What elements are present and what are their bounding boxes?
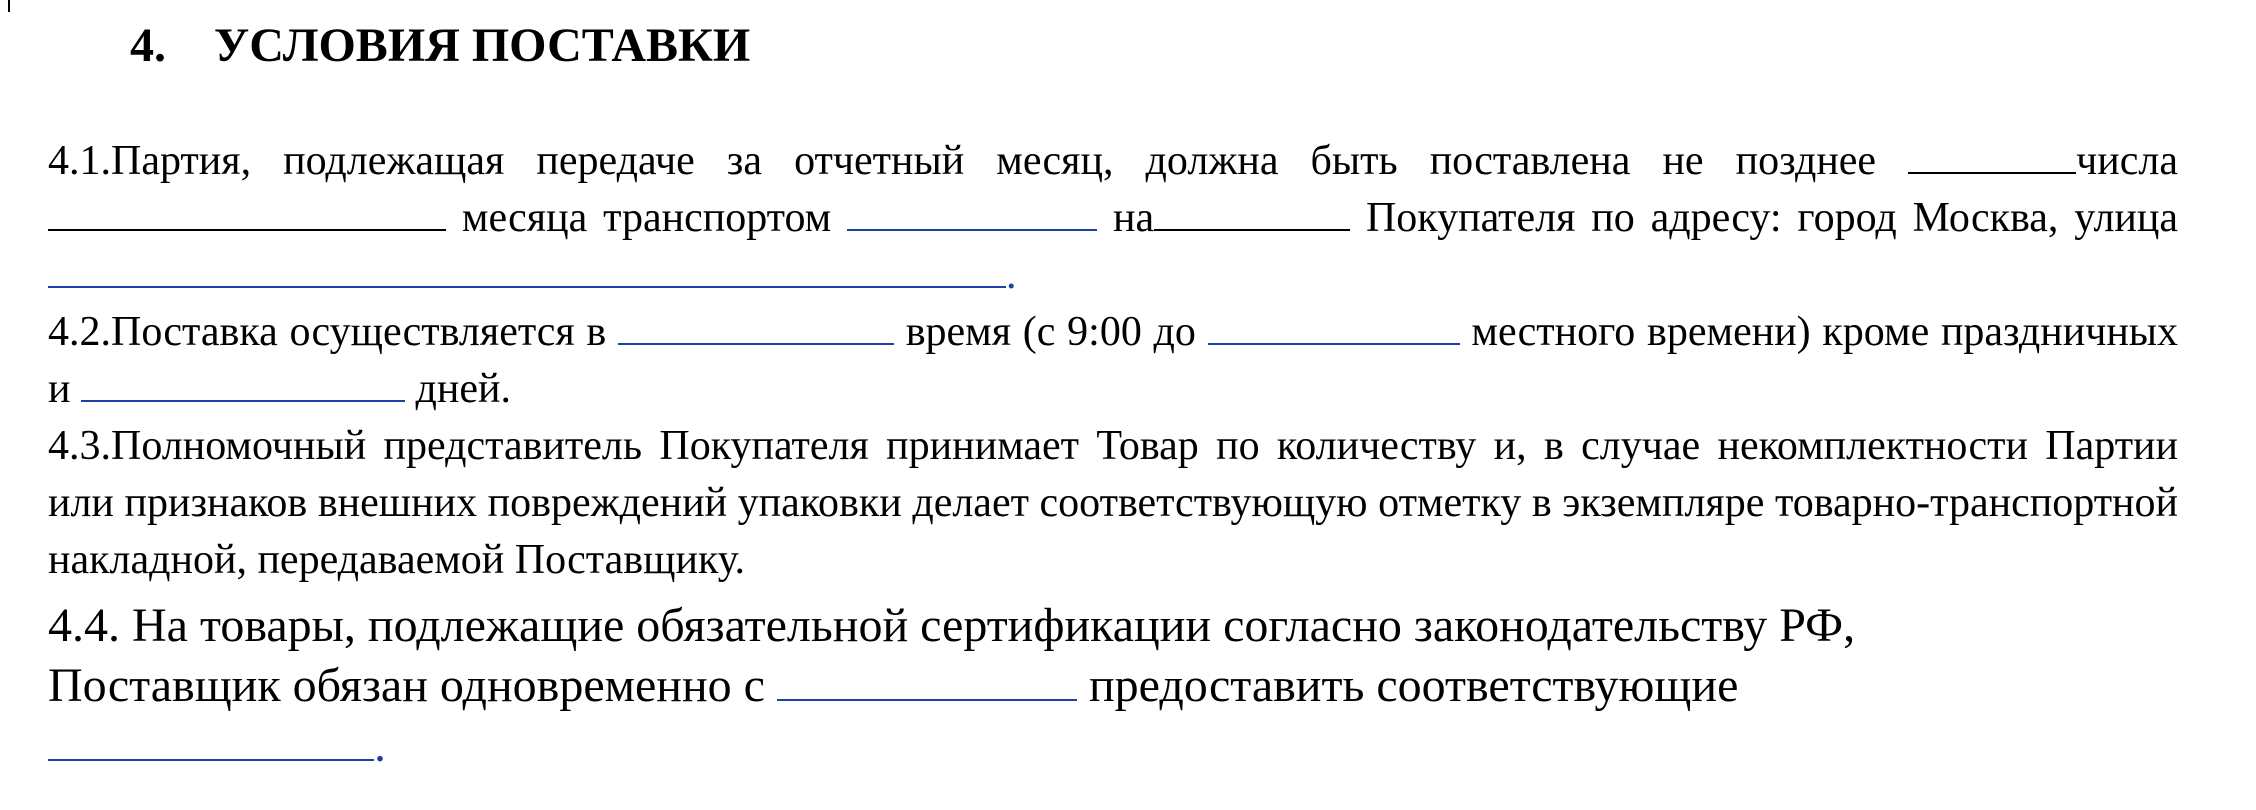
clause-4-3-text: 4.3.Полномочный представитель Покупателя принимает Товар по количеству и, в случае некомплектности Партии или признаков внешних повреждений упаковки делает соответствующую отметку в экземпляре товарно-транспортной накладной, передаваемой Поставщику.: [48, 423, 2178, 583]
blank-simultaneously-field[interactable]: [777, 659, 1077, 701]
clause-4-1-end-dot: .: [1006, 252, 1017, 298]
blank-month-field[interactable]: [48, 195, 446, 231]
clause-4-1-text-e: Покупателя по адресу: город Москва, улица: [1365, 195, 2179, 241]
clause-4-4-end-dot: .: [374, 719, 386, 772]
clause-4-1: [48, 133, 2178, 304]
blank-street-field[interactable]: [48, 252, 1006, 288]
section-body: [48, 133, 2178, 589]
section-title: УСЛОВИЯ ПОСТАВКИ: [214, 19, 751, 72]
clause-4-2-text-d: дней.: [415, 366, 511, 412]
blank-day-field[interactable]: [1908, 138, 2076, 174]
clause-4-3: [48, 418, 2178, 589]
section-heading: [130, 16, 750, 76]
clause-4-4-text-2a: Поставщик обязан одновременно с: [48, 659, 765, 712]
blank-end-time-field[interactable]: [1208, 309, 1460, 345]
blank-delivery-time-field[interactable]: [618, 309, 894, 345]
clause-4-2-text-b: время (с 9:00 до: [905, 309, 1196, 355]
blank-days-field[interactable]: [81, 366, 405, 402]
clause-4-4-line-1: [48, 596, 2178, 656]
clause-4-4-line-3: [48, 716, 2178, 776]
clause-4-1-text-b: числа: [2076, 138, 2178, 184]
blank-documents-field[interactable]: [48, 719, 374, 761]
clause-4-2-text-a: 4.2.Поставка осуществляется в: [48, 309, 607, 355]
blank-destination-field[interactable]: [1154, 195, 1350, 231]
clause-4-2-text-c: местного времени) кроме праздничных и: [48, 309, 2179, 412]
clause-4-2: [48, 304, 2178, 418]
clause-4-1-text-a: 4.1.Партия, подлежащая передаче за отчетный месяц, должна быть поставлена не позднее: [48, 138, 1877, 184]
blank-transport-field[interactable]: [847, 195, 1097, 231]
text-cursor: [8, 0, 10, 12]
clause-4-1-text-c: месяца транспортом: [461, 195, 832, 241]
clause-4-1-text-d: на: [1112, 195, 1155, 241]
section-number: 4.: [130, 19, 166, 72]
clause-4-4-line-2: [48, 656, 2178, 716]
clause-4-4-text-2b: предоставить соответствующие: [1088, 659, 1739, 712]
clause-4-4-text-1: 4.4. На товары, подлежащие обязательной сертификации согласно законодательству РФ,: [48, 599, 1856, 652]
